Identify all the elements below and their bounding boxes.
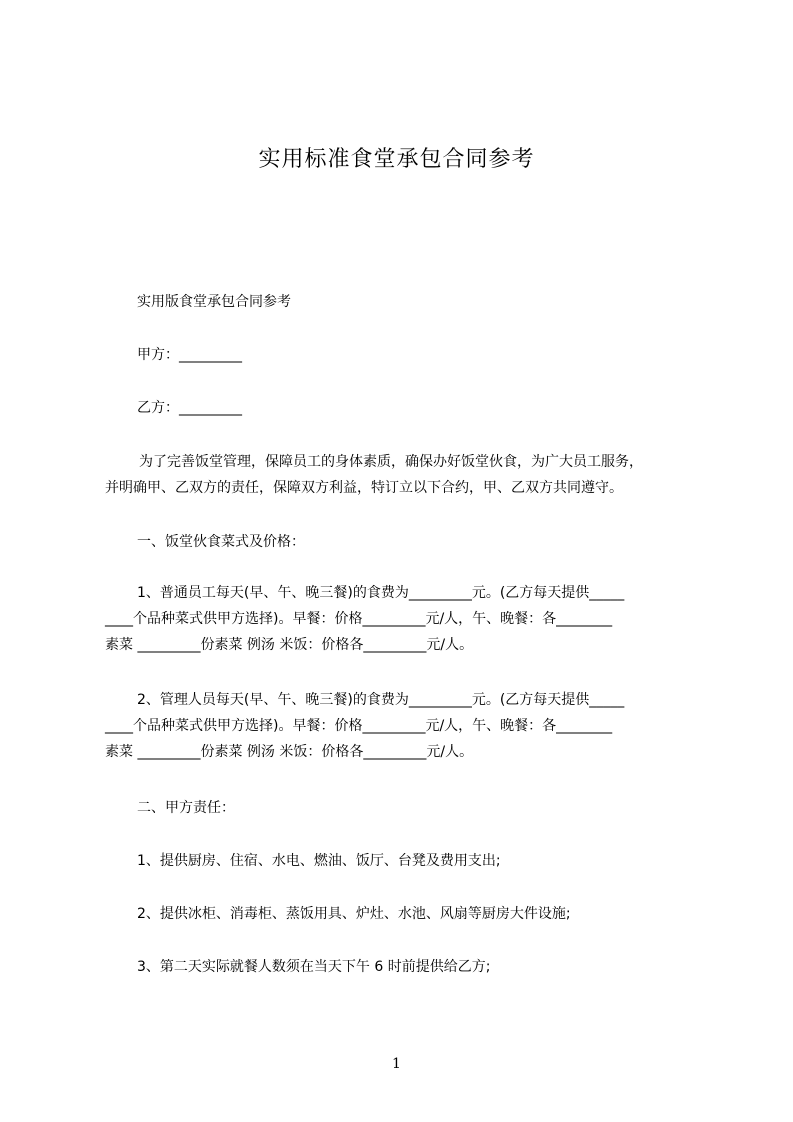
item-line: 素菜 _________份素菜 例汤 米饭：价格各_________元/人。 <box>105 744 474 760</box>
intro-line: 为了完善饭堂管理，保障员工的身体素质，确保办好饭堂伙食，为广大员工服务， <box>139 454 643 470</box>
document-title: 实用标准食堂承包合同参考 <box>258 147 535 172</box>
duty-1: 1、提供厨房、住宿、水电、燃油、饭厅、台凳及费用支出; <box>137 853 501 869</box>
item-line: ____个品种菜式供甲方选择)。早餐：价格_________元/人，午、晚餐：各________ <box>105 611 613 627</box>
party-a-line: 甲方：_________ <box>137 347 242 363</box>
page-number: 1 <box>392 1056 401 1072</box>
document-subtitle: 实用版食堂承包合同参考 <box>137 294 291 310</box>
intro-line: 并明确甲、乙双方的责任，保障双方利益，特订立以下合约，甲、乙双方共同遵守。 <box>105 480 623 496</box>
section-2-heading: 二、甲方责任： <box>137 800 235 816</box>
party-b-line: 乙方：_________ <box>137 400 242 416</box>
item-line: ____个品种菜式供甲方选择)。早餐：价格_________元/人，午、晚餐：各________ <box>105 718 613 734</box>
item-line: 2、管理人员每天(早、午、晚三餐)的食费为_________元。(乙方每天提供_____ <box>137 692 625 708</box>
duty-2: 2、提供冰柜、消毒柜、蒸饭用具、炉灶、水池、风扇等厨房大件设施; <box>137 906 571 922</box>
item-line: 素菜 _________份素菜 例汤 米饭：价格各_________元/人。 <box>105 637 474 653</box>
section-1-heading: 一、饭堂伙食菜式及价格： <box>137 534 305 550</box>
item-2-paragraph <box>105 687 705 765</box>
intro-paragraph <box>105 449 705 501</box>
item-1-paragraph <box>105 580 705 658</box>
duty-3: 3、第二天实际就餐人数须在当天下午 6 时前提供给乙方; <box>137 959 491 975</box>
item-line: 1、普通员工每天(早、午、晚三餐)的食费为_________元。(乙方每天提供_____ <box>137 585 625 601</box>
